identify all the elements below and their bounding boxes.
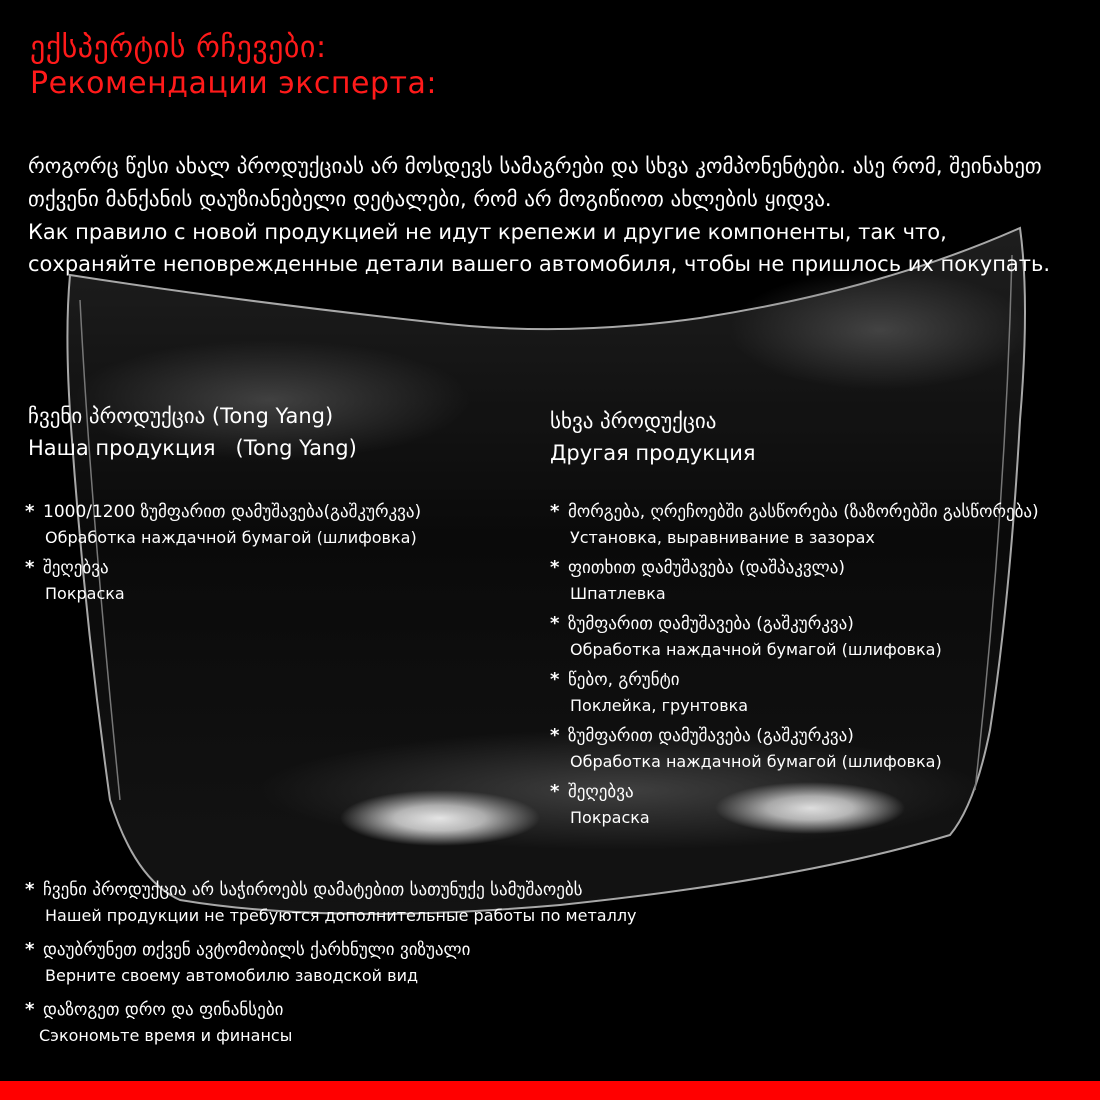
our-products-list	[25, 498, 421, 610]
note-ru: Верните своему автомобилю заводской вид	[45, 966, 419, 985]
item-ka: 1000/1200 ზუმფარით დამუშავება(გაშკურკვა)	[43, 502, 422, 522]
item-ka: შეღებვა	[43, 558, 109, 578]
item-ru: Обработка наждачной бумагой (шлифовка)	[570, 640, 942, 659]
title-ru: Рекомендации эксперта:	[30, 66, 437, 101]
item-ka: მორგება, ღრეჩოებში გასწორება (ზაზორებში გასწორება)	[568, 502, 1039, 522]
note-ru: Нашей продукции не требуются дополнительные работы по металлу	[45, 906, 637, 925]
title-ka: ექსპერტის რჩევები:	[30, 30, 327, 65]
bullet: *	[25, 999, 35, 1020]
bullet: *	[550, 557, 560, 578]
list-item	[550, 778, 1039, 830]
note-item	[25, 996, 637, 1048]
bottom-red-bar	[0, 1081, 1100, 1100]
bullet: *	[25, 557, 35, 578]
note-ru: Сэкономьте время и финансы	[39, 1026, 293, 1045]
other-products-heading-ru: Другая продукция	[550, 441, 756, 465]
list-item	[550, 554, 1039, 606]
note-item	[25, 936, 637, 988]
page-title	[30, 30, 437, 102]
list-item	[25, 498, 421, 550]
bullet: *	[550, 613, 560, 634]
intro-text	[28, 150, 1078, 280]
intro-ru: Как правило с новой продукцией не идут крепежи и другие компоненты, так что, сохраняйте неповрежденные детали вашего автомобиля, чтобы не пришлось их покупать.	[28, 220, 1051, 276]
item-ru: Установка, выравнивание в зазорах	[570, 528, 875, 547]
bullet: *	[550, 781, 560, 802]
bullet: *	[550, 669, 560, 690]
our-products-heading-ka: ჩვენი პროდუქცია (Tong Yang)	[28, 404, 334, 428]
bullet: *	[550, 501, 560, 522]
item-ru: Покраска	[570, 808, 650, 827]
intro-ka: როგორც წესი ახალ პროდუქციას არ მოსდევს სამაგრები და სხვა კომპონენტები. ასე რომ, შეინახეთ თქვენი მანქანის დაუზიანებელი დეტალები, რომ არ მოგიწიოთ ახლების ყიდვა.	[28, 154, 1042, 211]
list-item	[25, 554, 421, 606]
item-ka: ფითხით დამუშავება (დაშპაკვლა)	[568, 558, 846, 578]
other-products-list	[550, 498, 1039, 834]
bullet: *	[550, 725, 560, 746]
item-ru: Поклейка, грунтовка	[570, 696, 749, 715]
our-products-heading-ru: Наша продукция (Tong Yang)	[28, 436, 357, 460]
note-ka: დაუბრუნეთ თქვენ ავტომობილს ქარხნული ვიზუალი	[43, 940, 471, 960]
item-ka: ზუმფარით დამუშავება (გაშკურკვა)	[568, 726, 854, 746]
bullet: *	[25, 879, 35, 900]
note-ka: ჩვენი პროდუქცია არ საჭიროებს დამატებით სათუნუქე სამუშაოებს	[43, 880, 583, 900]
our-products-heading	[28, 400, 357, 464]
bullet: *	[25, 501, 35, 522]
note-item	[25, 876, 637, 928]
list-item	[550, 610, 1039, 662]
item-ka: შეღებვა	[568, 782, 634, 802]
item-ru: Обработка наждачной бумагой (шлифовка)	[570, 752, 942, 771]
item-ru: Обработка наждачной бумагой (шлифовка)	[45, 528, 417, 547]
item-ka: ზუმფარით დამუშავება (გაშკურკვა)	[568, 614, 854, 634]
benefit-notes	[25, 876, 637, 1056]
bullet: *	[25, 939, 35, 960]
list-item	[550, 666, 1039, 718]
list-item	[550, 498, 1039, 550]
list-item	[550, 722, 1039, 774]
other-products-heading-ka: სხვა პროდუქცია	[550, 409, 717, 433]
item-ka: წებო, გრუნტი	[568, 670, 680, 690]
other-products-heading	[550, 405, 756, 469]
item-ru: Покраска	[45, 584, 125, 603]
item-ru: Шпатлевка	[570, 584, 666, 603]
note-ka: დაზოგეთ დრო და ფინანსები	[43, 1000, 284, 1020]
